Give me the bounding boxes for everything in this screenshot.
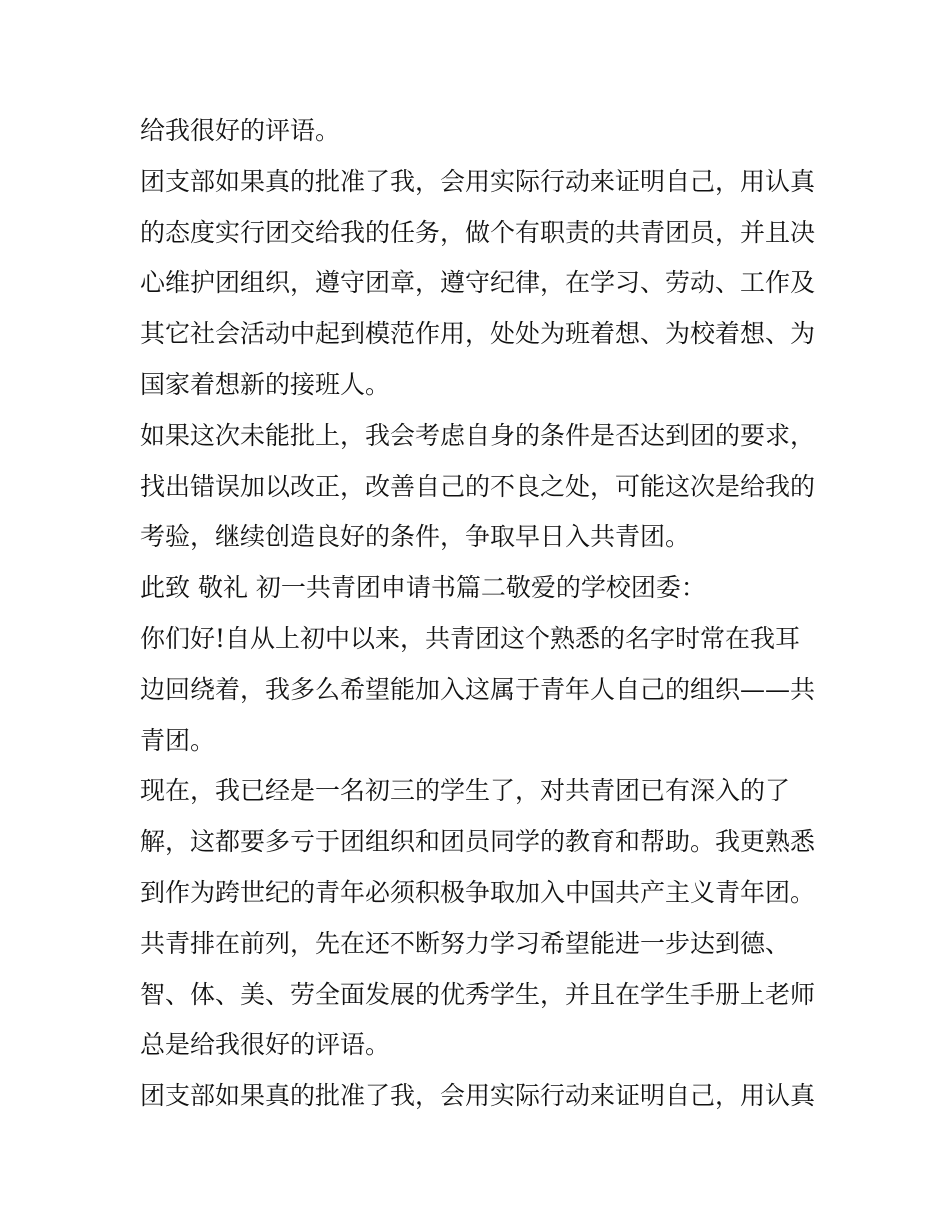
text-line: 解，这都要多亏于团组织和团员同学的教育和帮助。我更熟悉 [140,827,816,857]
text-line: 考验，继续创造良好的条件，争取早日入共青团。 [140,522,691,552]
text-line: 总是给我很好的评语。 [140,1030,391,1060]
text-line: 给我很好的评语。 [140,116,341,145]
text-line: 到作为跨世纪的青年必须积极争取加入中国共产主义青年团。 [140,877,816,907]
text-line: 智、体、美、劳全面发展的优秀学生，并且在学生手册上老师 [140,979,816,1009]
text-line: 团支部如果真的批准了我，会用实际行动来证明自己，用认真 [140,1081,816,1111]
text-line: 边回绕着，我多么希望能加入这属于青年人自己的组织——共 [140,674,816,704]
text-line: 现在，我已经是一名初三的学生了，对共青团已有深入的了 [140,776,791,806]
text-line: 其它社会活动中起到模范作用，处处为班着想、为校着想、为 [140,319,816,349]
text-line: 国家着想新的接班人。 [140,369,391,399]
document-body [140,106,820,1122]
text-line: 此致 敬礼 初一共青团申请书篇二敬爱的学校团委： [140,573,706,603]
text-line: 找出错误加以改正，改善自己的不良之处，可能这次是给我的 [140,471,816,501]
text-line: 共青排在前列，先在还不断努力学习希望能进一步达到德、 [140,928,791,958]
text-line: 团支部如果真的批准了我，会用实际行动来证明自己，用认真 [140,166,816,196]
text-line: 的态度实行团交给我的任务，做个有职责的共青团员，并且决 [140,217,816,247]
text-line: 青团。 [140,725,216,755]
text-line: 心维护团组织，遵守团章，遵守纪律，在学习、劳动、工作及 [140,268,816,298]
text-line: 你们好!自从上初中以来，共青团这个熟悉的名字时常在我耳 [140,623,801,653]
text-line: 如果这次未能批上，我会考虑自身的条件是否达到团的要求， [140,420,816,450]
